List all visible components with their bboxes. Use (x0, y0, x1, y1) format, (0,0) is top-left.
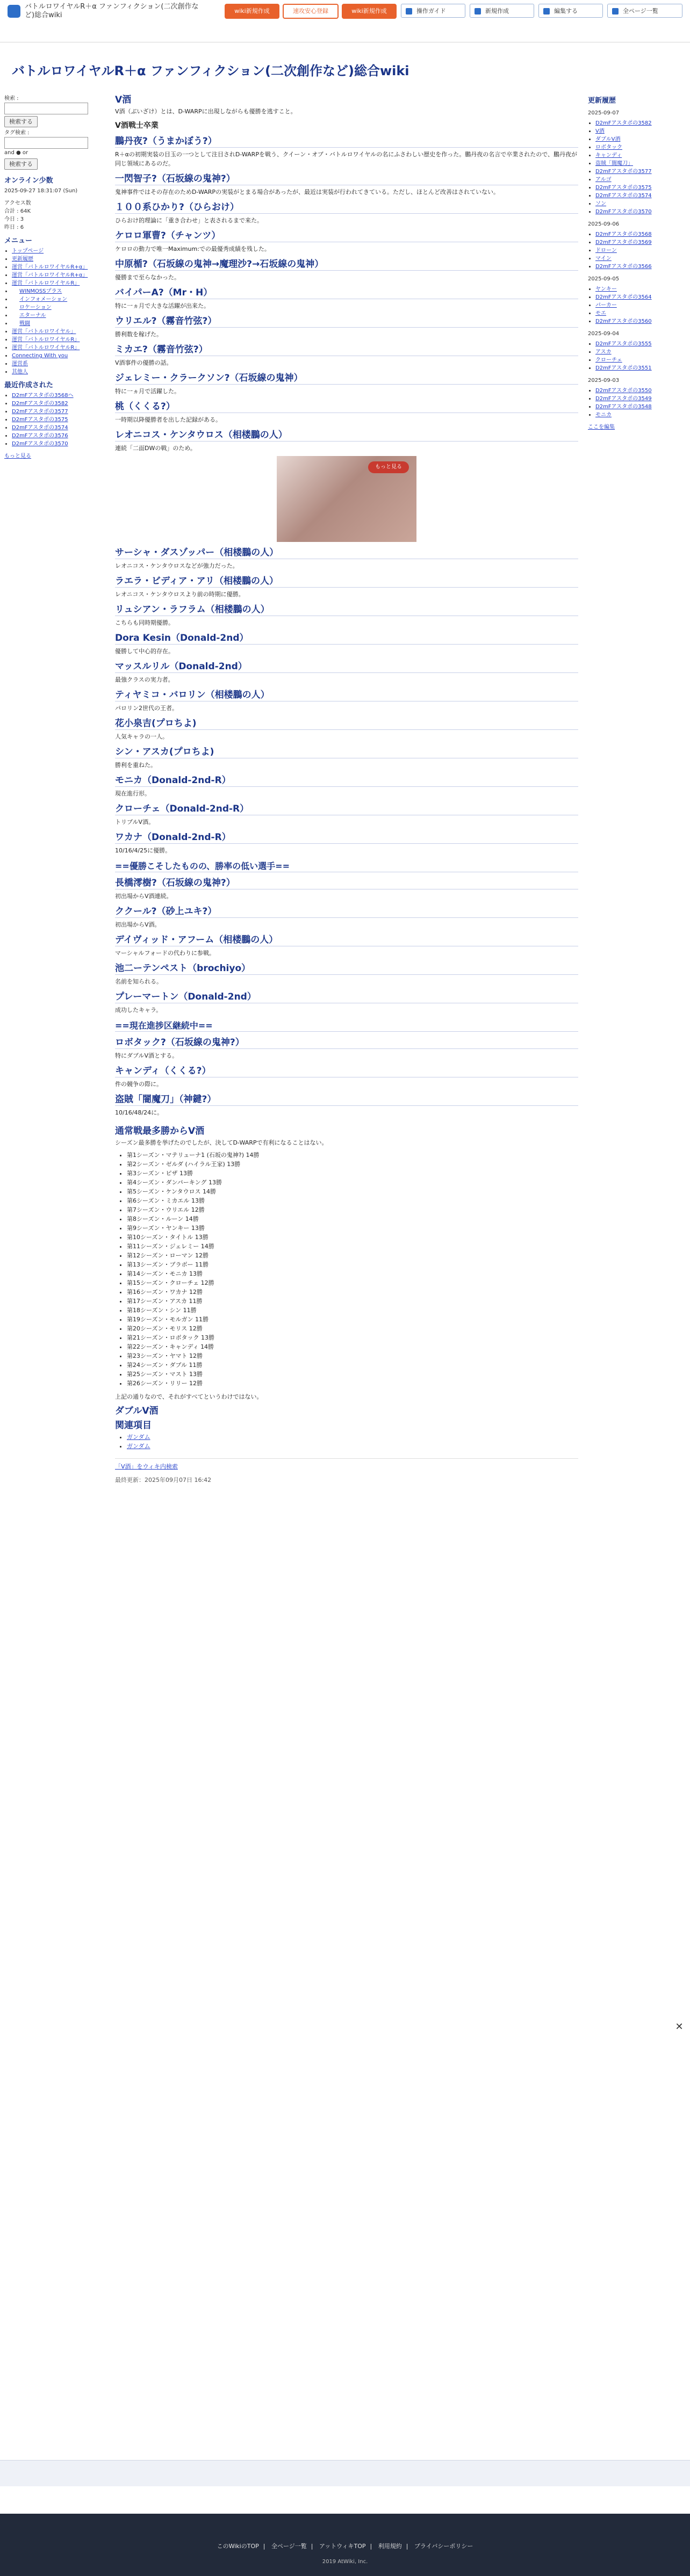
history-item: • 第19シーズン・モルガン 11勝 (127, 1315, 578, 1324)
new-page-label: 新規作成 (485, 8, 509, 15)
history-item: • 第14シーズン・モニカ 13勝 (127, 1269, 578, 1278)
entry-heading: キャンディ（くくる?） (115, 1067, 578, 1077)
history-item: • 第18シーズン・シン 11勝 (127, 1306, 578, 1315)
entry-heading: 長橋澪樹?（石坂線の鬼神?） (115, 879, 578, 889)
edit-here-link[interactable]: ここを編集 (588, 424, 615, 430)
edit-icon (543, 8, 550, 15)
last-updated: 最終更新：2025年09月07日 16:42 (115, 1477, 212, 1484)
menu-item[interactable]: エターナル (19, 313, 46, 319)
change-date: 2025-09-06 (588, 221, 620, 227)
entry-heading: モニカ（Donald-2nd-R） (115, 776, 578, 787)
entry-heading: 一閃智子?（石坂線の鬼神?） (115, 175, 578, 185)
recent-changes-title: 更新履歴 (588, 97, 616, 105)
entry-text: 勝利数を稼げた。 (115, 331, 162, 338)
entry-heading: 花小泉吉(プロちよ) (115, 719, 578, 730)
change-item[interactable]: D2mFアスタポの3560 (595, 319, 652, 324)
page-title: V酒 (115, 95, 132, 105)
entry-heading: ラエラ・ビディア・アリ（相楼鵬の人） (115, 577, 578, 588)
online-date: 2025-09-27 18:31:07 (Sun) (4, 188, 78, 194)
entry-text: 勝利を重ねた。 (115, 762, 156, 769)
footer-link[interactable]: アットウィキTOP (319, 2543, 366, 2550)
entry-text: R＋αの初期実装の目玉の一つとして注目されD-WARPを戦う、クイーン・オブ・バトルロワイヤルの名にふさわしい歴史を作った。鵬丹夜の名言で卒業されたので、鵬丹夜が同じ領域にあるのだ。 (115, 151, 577, 167)
entry-text: 成功したキャラ。 (115, 1007, 162, 1014)
change-item[interactable]: D2mFアスタポの3550 (595, 388, 652, 394)
right-sidebar (588, 90, 685, 431)
history-item: • 第12シーズン・ローマン 12勝 (127, 1251, 578, 1260)
history-item: • 第21シーズン・ロボタック 13勝 (127, 1333, 578, 1342)
wiki-create-button-2[interactable]: wiki新規作成 (342, 4, 397, 19)
entry-heading: レオニコス・ケンタウロス（相楼鵬の人） (115, 431, 578, 442)
entry-heading: 桃（くくる?） (115, 402, 578, 413)
change-item[interactable]: ロボタック (595, 144, 622, 150)
entry-heading: プレーマートン（Donald-2nd） (115, 993, 578, 1003)
change-item[interactable]: ヤンキー (595, 286, 617, 292)
menu-item[interactable]: Connecting With you (12, 353, 68, 359)
change-item[interactable]: D2mFアスタポの3582 (595, 120, 652, 126)
entry-heading: ロボタック?（石坂線の鬼神?） (115, 1038, 578, 1049)
footer-link[interactable]: 利用規約 (378, 2543, 402, 2550)
close-icon[interactable]: ✕ (675, 2021, 684, 2032)
history-title: 通常戦最多勝からV酒 (115, 1126, 205, 1137)
recent-item[interactable]: D2mFアスタポの3568ヘ (12, 393, 74, 399)
copyright: 2019 AtWiki, Inc. (322, 2559, 368, 2565)
all-pages-button[interactable] (607, 4, 682, 18)
section-heading: ==現在進捗区継続中== (115, 1021, 578, 1032)
change-item[interactable]: 盗賊「闇魔刀」 (595, 161, 633, 167)
change-date: 2025-09-07 (588, 110, 620, 116)
history-item: • 第22シーズン・キャンディ 14勝 (127, 1342, 578, 1351)
menu-title: メニュー (4, 237, 33, 245)
edit-button[interactable] (538, 4, 603, 18)
entry-heading: ティヤミコ・バロリン（相楼鵬の人） (115, 691, 578, 701)
change-item[interactable]: マイン (595, 256, 612, 262)
more-link[interactable]: もっと見る (4, 453, 31, 459)
new-page-icon (475, 8, 481, 15)
tag-search-label: タグ検索 : (4, 130, 30, 136)
change-item[interactable]: D2mFアスタポの3549 (595, 396, 652, 402)
guide-button[interactable] (401, 4, 465, 18)
footer-link[interactable]: 全ページ一覧 (271, 2543, 307, 2550)
change-date: 2025-09-04 (588, 331, 620, 337)
history-item: • 第8シーズン・ルーン 14勝 (127, 1214, 578, 1224)
entry-text: 10/16/4/25に優勝。 (115, 847, 171, 854)
entry-heading: シン・アスカ(プロちよ) (115, 748, 578, 758)
guide-icon (406, 8, 412, 15)
change-item[interactable]: D2mFアスタポの3555 (595, 341, 652, 347)
history-item: • 第20シーズン・モリス 12勝 (127, 1324, 578, 1333)
change-item[interactable]: モエ (595, 310, 606, 316)
change-item[interactable]: V酒 (595, 128, 605, 134)
wiki-search-link[interactable]: 「V酒」をウィキ内検索 (115, 1463, 178, 1470)
history-item: • 第1シーズン・マテリューナ1 (石坂の鬼神?) 14勝 (127, 1150, 578, 1160)
entry-heading: 池二ーテンペスト（brochiyo） (115, 964, 578, 975)
new-page-button[interactable] (470, 4, 534, 18)
change-item[interactable]: ドローン (595, 248, 617, 254)
entry-text: 人気キャラの一人。 (115, 733, 168, 740)
wiki-create-button[interactable]: wiki新規作成 (225, 4, 279, 19)
entry-heading: 中原楯?（石坂線の鬼神→魔理沙?→石坂線の鬼神） (115, 260, 578, 271)
entry-text: 優勝して中心的存在。 (115, 648, 174, 655)
section-heading: ==優勝こそしたものの、勝率の低い選手== (115, 862, 578, 872)
history-item: • 第16シーズン・ワカナ 12勝 (127, 1287, 578, 1297)
menu-item[interactable]: 運営「バトルロワイヤルR」 (12, 280, 80, 286)
menu-item[interactable]: 其他人 (12, 369, 28, 375)
entry-text: ひらおけ的理論に「重き合わせ」と表されるまで来た。 (115, 217, 263, 224)
history-item: • 第13シーズン・ブラボー 11勝 (127, 1260, 578, 1269)
all-pages-label: 全ページ一覧 (623, 8, 658, 15)
site-title[interactable]: バトルロワイヤルR＋α ファンフィクション(二次創作など)総合wiki (25, 3, 199, 19)
history-item: • 第11シーズン・ジェレミー 14勝 (127, 1242, 578, 1251)
entry-text: 名前を知られる。 (115, 978, 162, 985)
entry-heading: ウリエル?（霧音竹弦?） (115, 317, 578, 328)
history-item: • 第7シーズン・ウリエル 12勝 (127, 1205, 578, 1214)
wiki-title[interactable]: バトルロワイヤルR＋α ファンフィクション(二次創作など)総合wiki (12, 63, 409, 78)
history-item: • 第10シーズン・タイトル 13勝 (127, 1233, 578, 1242)
entry-heading: サーシャ・ダスゾッパー（相楼鵬の人） (115, 548, 578, 559)
footer (0, 2514, 690, 2576)
change-item[interactable]: キャンディ (595, 153, 622, 158)
menu-item[interactable]: インフォメーション (19, 296, 68, 302)
history-item: • 第6シーズン・ミカエル 13勝 (127, 1196, 578, 1205)
menu-item[interactable]: 運営「バトルロワイヤルR」 (12, 337, 80, 343)
entry-text: 初出場からV酒。 (115, 921, 161, 928)
entry-text: 鬼神事件ではその存在のためD-WARPの実装がとまる場合があったが、最近は実装が行われてきている。ただし、ほとんど改善はされていない。 (115, 189, 499, 196)
change-item[interactable]: D2mFアスタポの3569 (595, 240, 652, 245)
entry-text: V酒事件の優勝の話。 (115, 359, 172, 366)
entry-heading: マッスルリル（Donald-2nd） (115, 662, 578, 673)
history-item: • 第3シーズン・ピザ 13勝 (127, 1169, 578, 1178)
entry-text: 優勝まで至らなかった。 (115, 274, 180, 281)
entry-text: 特に一ヵ月で活躍した。 (115, 388, 180, 395)
entry-text: トリプルV酒。 (115, 819, 155, 826)
entry-text: パロリン2世代の王者。 (115, 705, 178, 712)
site-header (0, 0, 690, 42)
history-item: • 第26シーズン・リリー 12勝 (127, 1379, 578, 1388)
menu-item[interactable]: 戦闘 (19, 321, 30, 327)
section-heading: V酒戦士卒業 (115, 121, 159, 130)
history-intro: シーズン最多勝を挙げたのでしたが、決してD-WARPで有利になることはない。 (115, 1139, 328, 1146)
entry-text: レオニコス・ケンタウロスなどが強力だった。 (115, 562, 239, 569)
change-item[interactable]: ダブルV酒 (595, 136, 621, 142)
recent-item[interactable]: D2mFアスタポの3582 (12, 401, 68, 407)
change-item[interactable]: アルゴ (595, 177, 612, 183)
and-or-toggle[interactable]: and ● or (4, 150, 28, 156)
entry-text: 初出場からV酒連続。 (115, 893, 172, 900)
site-logo-icon[interactable] (8, 5, 20, 18)
entry-heading: クローチェ（Donald-2nd-R） (115, 805, 578, 815)
recent-item[interactable]: D2mFアスタポの3576 (12, 433, 68, 439)
entry-text: レオニコス・ケンタウロスより前の時期に優勝。 (115, 591, 245, 598)
change-item[interactable]: D2mFアスタポの3570 (595, 209, 652, 215)
entry-text: マーシャルフォードの代わりに参戦。 (115, 950, 215, 957)
entry-text: 連続「二面DWの戦」のため。 (115, 445, 196, 452)
entry-heading: ミカエ?（霧音竹弦?） (115, 345, 578, 356)
change-item[interactable]: アスカ (595, 349, 612, 355)
history-item: • 第15シーズン・クローチェ 12勝 (127, 1278, 578, 1287)
entry-text: 一時期以降優勝者を出した記録がある。 (115, 416, 221, 423)
access-line: アクセス数 (4, 200, 31, 206)
change-item[interactable]: パーカー (595, 302, 617, 308)
entry-heading: ジェレミー・クラークソン?（石坂線の鬼神） (115, 374, 578, 385)
menu-item[interactable]: 運営「バトルロワイヤルR+α」 (12, 272, 88, 278)
change-item[interactable]: クローチェ (595, 357, 622, 363)
entry-text: ケロロの動力で唯一Maximum:での最優秀成績を残した。 (115, 245, 270, 252)
entry-text: 特に一ヵ月で大きな活躍が出来た。 (115, 302, 210, 309)
image-more-button[interactable]: もっと見る (368, 461, 409, 473)
change-item[interactable]: D2mFアスタポの3551 (595, 365, 652, 371)
change-item[interactable]: D2mFアスタポの3548 (595, 404, 652, 410)
access-line: 今日 : 3 (4, 216, 24, 222)
history-item: • 第5シーズン・ケンタウロス 14勝 (127, 1187, 578, 1196)
related-heading: 関連項目 (115, 1420, 152, 1431)
entry-heading: １００系ひかり?（ひらおけ） (115, 203, 578, 214)
footer-note: 上記の通りなので、それがすべてというわけではない。 (115, 1393, 263, 1400)
history-item: • 第25シーズン・マスト 13勝 (127, 1370, 578, 1379)
history-item: • 第9シーズン・ヤンキー 13勝 (127, 1224, 578, 1233)
footer-links: このWikiのTOP | 全ページ一覧 | アットウィキTOP | 利用規約 | プライバシーポリシー (217, 2543, 473, 2550)
related-link[interactable]: ガンダム (127, 1434, 150, 1441)
recent-item[interactable]: D2mFアスタポの3570 (12, 441, 68, 447)
entry-text: 件の競争の際に。 (115, 1081, 162, 1088)
entry-text: 最強クラスの実力者。 (115, 676, 174, 683)
history-item: • 第24シーズン・ダブル 11勝 (127, 1361, 578, 1370)
entry-heading: ククール?（砂上ユキ?） (115, 907, 578, 918)
change-date: 2025-09-05 (588, 276, 620, 282)
entry-heading: リュシアン・ラフラム（相楼鵬の人） (115, 605, 578, 616)
list-icon (612, 8, 619, 15)
entry-text: こちらも同時期優勝。 (115, 619, 174, 626)
tag-search-input[interactable] (4, 137, 88, 149)
recent-item[interactable]: D2mFアスタポの3577 (12, 409, 68, 415)
search-button[interactable]: 検索する (4, 116, 38, 127)
menu-item[interactable]: トップページ (12, 248, 44, 254)
signup-button[interactable]: 速攻安心登録 (283, 4, 339, 19)
entry-heading: ワカナ（Donald-2nd-R） (115, 833, 578, 844)
recent-item[interactable]: D2mFアスタポの3574 (12, 425, 68, 431)
intro-text: V酒（ぶいざけ）とは、D-WARPに出現しながらも優勝を逃すこと。 (115, 108, 297, 115)
change-item[interactable]: D2mFアスタポの3577 (595, 169, 652, 175)
change-item[interactable]: D2mFアスタポの3568 (595, 231, 652, 237)
entry-text: 現在進行形。 (115, 790, 150, 797)
entry-heading: デイヴィッド・アフーム（相楼鵬の人） (115, 936, 578, 946)
access-line: 合計 : 64K (4, 208, 31, 214)
history-item: • 第17シーズン・アスカ 11勝 (127, 1297, 578, 1306)
search-input[interactable] (4, 103, 88, 114)
recent-item[interactable]: D2mFアスタポの3575 (12, 417, 68, 423)
main-content (115, 90, 578, 1485)
change-item[interactable]: D2mFアスタポの3575 (595, 185, 652, 191)
menu-item[interactable]: 更新履歴 (12, 256, 33, 262)
menu-item[interactable]: 運営「バトルロワイヤルR」 (12, 345, 80, 351)
change-date: 2025-09-03 (588, 378, 620, 383)
related-link[interactable]: ガンダム (127, 1443, 150, 1450)
edit-label: 編集する (554, 8, 578, 15)
change-item[interactable]: D2mFアスタポの3566 (595, 264, 652, 270)
entry-heading: バイパーA?（Mr・H） (115, 288, 578, 299)
embedded-image[interactable] (277, 456, 416, 542)
double-v-heading: ダブルV酒 (115, 1406, 159, 1416)
entry-text: 特にダブルV酒とする。 (115, 1052, 178, 1059)
entry-heading: ケロロ軍曹?（チャンツ） (115, 231, 578, 242)
bottom-banner (0, 2460, 690, 2486)
entry-heading: 鵬丹夜?（うまかぼう?） (115, 137, 578, 148)
recent-title: 最近作成された (4, 381, 54, 389)
menu-item[interactable]: ロケーション (19, 305, 52, 310)
history-item: • 第2シーズン・ゼルダ (ハイラル王家) 13勝 (127, 1160, 578, 1169)
entry-heading: Dora Kesin（Donald-2nd） (115, 634, 578, 645)
guide-label: 操作ガイド (416, 8, 446, 15)
change-item[interactable]: ソン (595, 201, 606, 207)
change-item[interactable]: モニカ (595, 412, 612, 418)
menu-item[interactable]: 運営「バトルロワイヤルR+α」 (12, 264, 88, 270)
change-item[interactable]: D2mFアスタポの3564 (595, 294, 652, 300)
online-title: オンライン少数 (4, 177, 53, 185)
footer-link[interactable]: このWikiのTOP (217, 2543, 259, 2550)
menu-item[interactable]: WINMOSSプラス (19, 288, 62, 294)
tag-search-button[interactable]: 検索する (4, 158, 38, 170)
left-sidebar (4, 87, 101, 460)
change-item[interactable]: D2mFアスタポの3574 (595, 193, 652, 199)
menu-item[interactable]: 運営系 (12, 361, 28, 367)
footer-link[interactable]: プライバシーポリシー (414, 2543, 473, 2550)
menu-item[interactable]: 運営「バトルロワイヤル」 (12, 329, 76, 335)
access-line: 昨日 : 6 (4, 225, 24, 230)
history-item: • 第4シーズン・ダンパーキング 13勝 (127, 1178, 578, 1187)
entry-text: 10/16/48/24に。 (115, 1109, 163, 1116)
history-item: • 第23シーズン・ヤマト 12勝 (127, 1351, 578, 1361)
search-label: 検索 : (4, 96, 19, 102)
entry-heading: 盗賊「闇魔刀」（神鍵?） (115, 1095, 578, 1106)
